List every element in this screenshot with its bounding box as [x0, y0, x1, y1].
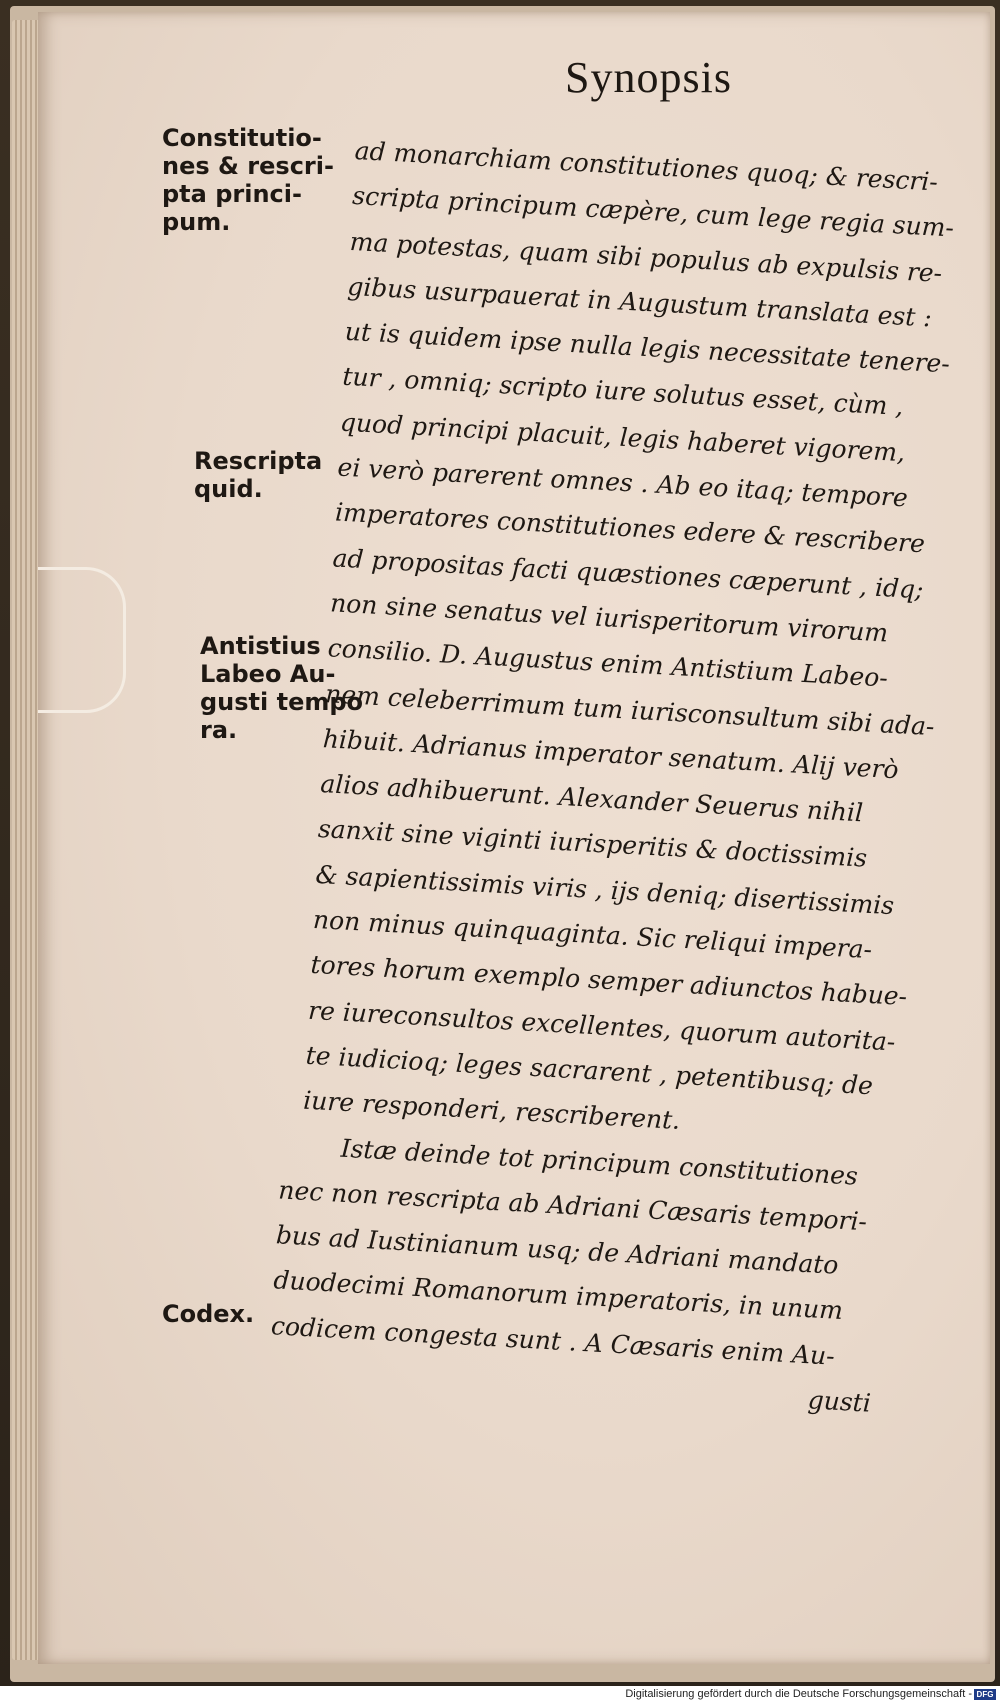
text-line: ma potestas, quam sibi populus ab expulsis re- — [349, 226, 943, 288]
running-head: Synopsis — [565, 53, 732, 102]
margin-note-constitutiones: Constitutio- nes & rescri- pta princi- pum. — [162, 124, 334, 236]
text-line: & sapientissimis viris , ijs deniq; disertissimis — [314, 859, 895, 920]
margin-note-rescripta: Rescripta quid. — [194, 447, 323, 503]
text-line: scripta principum cæpère, cum lege regia sum- — [351, 181, 955, 243]
text-line: iure responderi, rescriberent. — [302, 1085, 681, 1136]
text-line: ut is quidem ipse nulla legis necessitate tenere- — [344, 316, 951, 379]
text-line: tores horum exemplo semper adiunctos habue- — [309, 950, 908, 1012]
text-line: te iudicioq; leges sacrarent , petentibusq; de — [305, 1040, 874, 1101]
text-line: hibuit. Adrianus imperator senatum. Alij verò — [322, 723, 900, 785]
text-line: non minus quinquaginta. Sic reliqui impera- — [312, 904, 873, 965]
text-line: imperatores constitutiones edere & rescribere — [334, 497, 926, 559]
text-line: ad propositas facti quæstiones cæperunt , idq; — [331, 543, 925, 605]
text-line: non sine senatus vel iurisperitorum virorum — [329, 588, 889, 648]
bookmark-ribbon — [38, 567, 126, 713]
text-line: alios adhibuerunt. Alexander Seuerus nihil — [319, 769, 864, 828]
text-line: nem celeberrimum tum iurisconsultum sibi ada- — [324, 678, 936, 741]
margin-note-codex: Codex. — [162, 1300, 255, 1328]
text-line: nec non rescripta ab Adriani Cæsaris tempori- — [277, 1175, 868, 1237]
text-line: re iureconsultos excellentes, quorum autorita- — [307, 995, 897, 1057]
text-line: tur , omniq; scripto iure solutus esset, cùm , — [341, 362, 905, 422]
text-line: bus ad Iustinianum usq; de Adriani mandato — [275, 1220, 840, 1280]
text-line: duodecimi Romanorum imperatoris, in unum — [272, 1265, 844, 1326]
text-line: codicem congesta sunt . A Cæsaris enim Au- — [270, 1310, 836, 1371]
text-line: Istæ deinde tot principum constitutiones — [340, 1133, 859, 1191]
margin-note-antistius: Antistius Labeo Au- gusti tempo ra. — [200, 632, 364, 744]
dfg-logo: DFG — [974, 1689, 996, 1700]
text-line: ad monarchiam constitutiones quoq; & rescri- — [353, 135, 939, 197]
text-line: ei verò parerent omnes . Ab eo itaq; tempore — [336, 452, 909, 513]
text-line: sanxit sine viginti iurisperitis & doctissimis — [317, 814, 868, 874]
text-line: quod principi placuit, legis haberet vigorem, — [339, 407, 906, 467]
text-line: consilio. D. Augustus enim Antistium Labeo- — [327, 633, 889, 693]
text-line: gibus usurpauerat in Augustum translata est : — [346, 271, 933, 333]
digitization-credit: Digitalisierung gefördert durch die Deutsche Forschungsgemeinschaft - — [625, 1688, 972, 1700]
catchword: gusti — [807, 1385, 872, 1418]
